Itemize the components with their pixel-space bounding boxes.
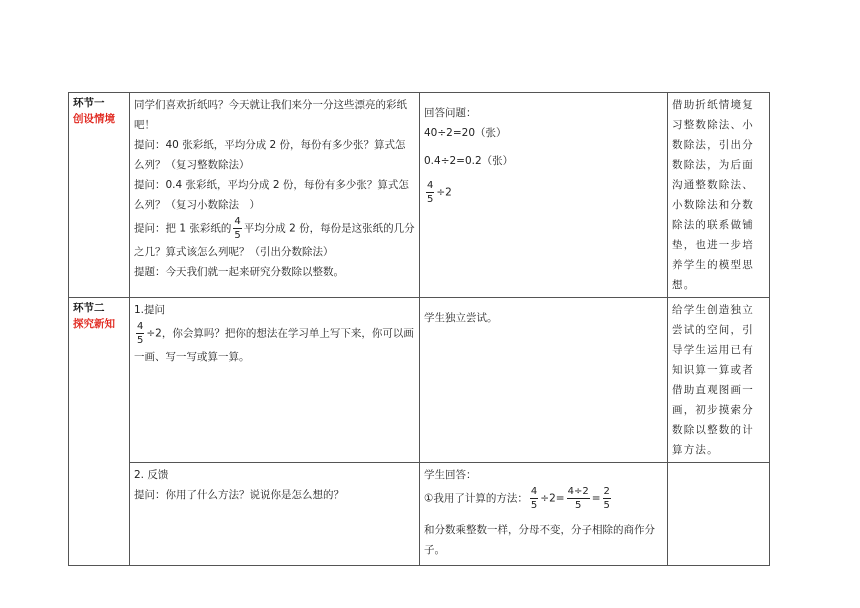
part2-conclusion: 和分数乘整数一样，分母不变，分子相除的商作分子。 (424, 524, 655, 556)
fraction-numerator: 4 (427, 180, 434, 191)
fraction (233, 215, 241, 242)
stage2-subtitle: 探究新知 (73, 318, 115, 330)
fraction-denominator: 5 (137, 335, 144, 346)
fraction (603, 485, 611, 512)
part1-prompt (134, 320, 415, 367)
fraction-numerator: 4 (530, 486, 538, 497)
stage1-question1: 提问：40 张彩纸，平均分成 2 份，每份有多少张？算式怎么列？（复习整数除法） (134, 139, 406, 171)
fraction (136, 320, 144, 347)
stage2-part1-student-cell (420, 298, 668, 463)
fraction-numerator: 4 (234, 216, 241, 227)
lesson-plan-table (68, 92, 770, 566)
fraction-denominator: 5 (530, 500, 538, 511)
stage2-part2-cell (130, 463, 420, 566)
stage2-label-cell (69, 298, 130, 566)
fraction (530, 485, 538, 512)
stage2-part1-cell (130, 298, 420, 463)
stage2-title: 环节二 (73, 302, 105, 314)
stage2-design-note: 给学生创造独立尝试的空间，引导学生运用已有知识算一算或者借助直观图画一画，初步摸索分数除以整数的计算方法。 (668, 298, 770, 463)
stage2-part2-row (69, 463, 770, 566)
stage1-content-cell (130, 93, 420, 298)
part2-method (424, 485, 663, 512)
method-label: ①我用了计算的方法： (424, 492, 528, 505)
stage1-title: 环节一 (73, 97, 105, 109)
answer1: 40÷2=20（张） (424, 127, 507, 139)
fraction-denominator: 5 (427, 194, 434, 205)
part1-title: 1.提问 (134, 304, 166, 316)
fraction-numerator: 2 (603, 486, 610, 497)
stage1-question3 (134, 215, 415, 262)
stage1-question2: 提问：0.4 张彩纸，平均分成 2 份，每份有多少张？算式怎么列？（复习小数除法 ） (134, 179, 409, 211)
stage1-row (69, 93, 770, 298)
stage1-label-cell (69, 93, 130, 298)
equals-sign: = (591, 492, 601, 505)
stage2-part1-row (69, 298, 770, 463)
stage1-answer-cell (420, 93, 668, 298)
q3-suffix: 平均分成 2 份，每份是这张纸的几分之几？算式该怎么列呢？（引出分数除法） (134, 222, 415, 258)
stage1-intro: 同学们喜欢折纸吗？今天就让我们来分一分这些漂亮的彩纸吧！ (134, 99, 407, 131)
answer3-suffix: ÷2 (436, 186, 452, 199)
fraction-numerator: 4 (137, 321, 144, 332)
answer3 (424, 179, 663, 206)
stage1-topic: 提题：今天我们就一起来研究分数除以整数。 (134, 266, 344, 278)
answers-title: 回答问题： (424, 107, 477, 119)
divide-sign: ÷2= (540, 492, 565, 505)
answer2: 0.4÷2=0.2（张） (424, 155, 514, 167)
part2-question: 提问：你用了什么方法？说说你是怎么想的？ (134, 489, 344, 501)
fraction-denominator: 5 (603, 500, 610, 511)
stage1-design-note: 借助折纸情境复习整数除法、小数除法，引出分数除法，为后面沟通整数除法、小数除法和分数除法的联系做铺垫，也进一步培养学生的模型思想。 (668, 93, 770, 298)
part1-text: ÷2，你会算吗？把你的想法在学习单上写下来，你可以画一画、写一写或算一算。 (134, 327, 414, 363)
stage2-part2-note-cell (668, 463, 770, 566)
q3-prefix: 提问：把 1 张彩纸的 (134, 222, 232, 235)
stage1-subtitle: 创设情境 (73, 113, 115, 125)
fraction-denominator: 5 (234, 230, 241, 241)
fraction (567, 485, 590, 512)
part2-title: 2. 反馈 (134, 469, 169, 481)
stage2-part2-answer-cell (420, 463, 668, 566)
part2-answer-title: 学生回答： (424, 469, 477, 481)
fraction-numerator: 4÷2 (567, 486, 589, 497)
fraction (426, 179, 434, 206)
part1-student: 学生独立尝试。 (424, 312, 498, 324)
fraction-denominator: 5 (574, 500, 582, 511)
